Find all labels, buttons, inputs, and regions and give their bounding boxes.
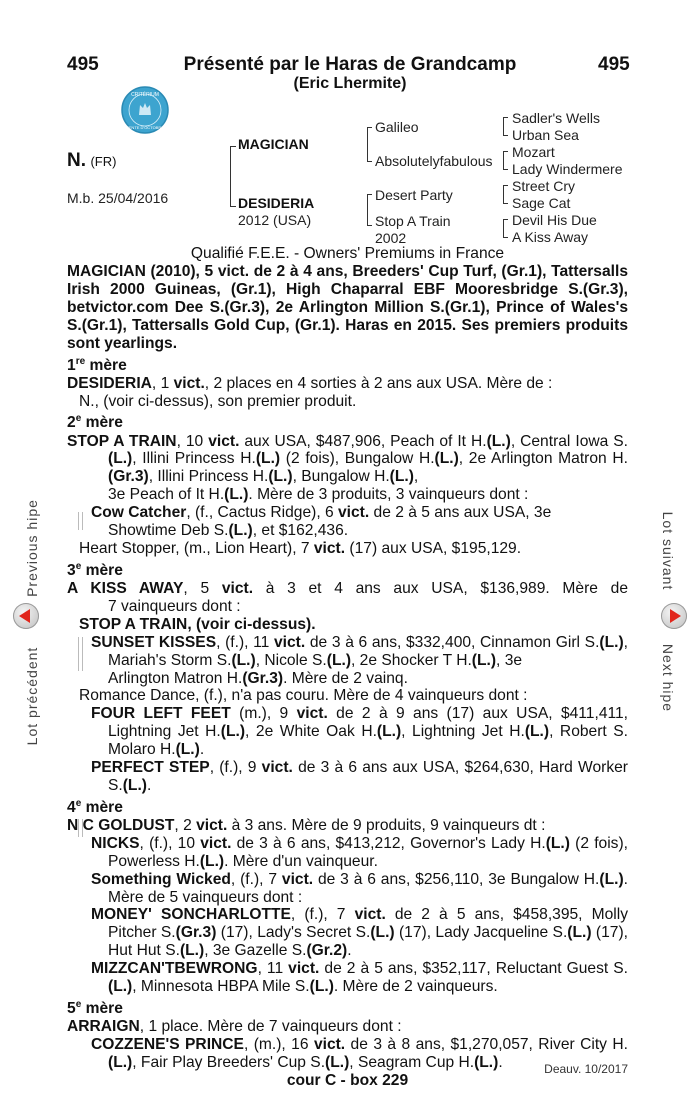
ggp-1: Sadler's Wells [512, 110, 600, 126]
ggp-3: Mozart [512, 144, 555, 160]
horse-name: N. (FR) [67, 150, 117, 171]
ggp-7: Devil His Due [512, 212, 597, 228]
logo-text-top: CRITÉRIUM [131, 92, 159, 98]
entry-sunset-kisses-cont: Arlington Matron H.(Gr.3). Mère de 2 vainq. [108, 669, 408, 687]
arrow-left-icon [19, 609, 30, 623]
criterium-logo [120, 85, 170, 135]
entry-perfect-step: PERFECT STEP, (f.), 9 vict. de 3 à 6 ans aux USA, $264,630, Hard Worker S.(L.). [91, 759, 628, 794]
entry-something-wicked: Something Wicked, (f.), 7 vict. de 3 à 6 ans, $256,110, 3e Bungalow H.(L.). Mère de 5 vainqueurs dont : [91, 870, 628, 906]
horse-country: (FR) [90, 154, 117, 169]
entry-stop-a-train-ref: STOP A TRAIN, (voir ci-dessus). [79, 615, 316, 633]
line-marker [78, 637, 83, 671]
section-heading-3: 3e mère [67, 560, 123, 580]
entry-money-soncharlotte: MONEY' SONCHARLOTTE, (f.), 7 vict. de 2 à 5 ans, $458,395, Molly Pitcher S.(Gr.3) (17), Lady's Secret S.(L.) (17), Lady Jacqueline S.(L.) (17), Hut Hut S.(L.), 3e Gazelle S.(Gr.2). [91, 906, 628, 960]
entry-romance-dance: Romance Dance, (f.), n'a pas couru. Mère de 4 vainqueurs dont : [79, 687, 528, 705]
catalogue-body [67, 263, 628, 1090]
entry-stop-a-train-cont: 3e Peach of It H.(L.). Mère de 3 produits, 3 vainqueurs dont : [108, 486, 529, 504]
entry-a-kiss-away-cont: 7 vainqueurs dont : [108, 597, 241, 615]
ggp-6: Sage Cat [512, 195, 571, 211]
location-box: cour C - box 229 [286, 1071, 409, 1089]
ggp-4: Lady Windermere [512, 161, 623, 177]
grandsire-2: Desert Party [375, 187, 453, 203]
section-heading-1: 1re mère [67, 355, 127, 374]
next-hipe-label[interactable]: Next hipe [660, 643, 676, 713]
entry-cow-catcher-cont: Showtime Deb S.(L.), et $162,436. [108, 522, 349, 540]
section-heading-2: 2e mère [67, 413, 123, 432]
granddam-2: Stop A Train [375, 213, 451, 229]
entry-mizzcantbewrong: MIZZCAN'TBEWRONG, 11 vict. de 2 à 5 ans, $352,117, Reluctant Guest S.(L.), Minnesota HBPA Mile S.(L.). Mère de 2 vainqueurs. [91, 960, 628, 996]
ggp-2: Urban Sea [512, 127, 579, 143]
line-marker [78, 819, 83, 837]
dam-name: DESIDERIA [238, 195, 315, 211]
dam-desideria-produce: N., (voir ci-dessus), son premier produit. [79, 392, 357, 410]
line-marker [78, 512, 83, 530]
entry-n-c-goldust: N C GOLDUST, 2 vict. à 3 ans. Mère de 9 produits, 9 vainqueurs dt : [67, 816, 546, 834]
consignor-title: Présenté par le Haras de Grandcamp [183, 54, 517, 75]
section-heading-4: 4e mère [67, 797, 123, 817]
next-lot-label[interactable]: Lot suivant [660, 511, 676, 591]
previous-lot-button[interactable] [13, 603, 39, 629]
footer-sale: Deauv. 10/2017 [544, 1062, 628, 1076]
ggp-8: A Kiss Away [512, 229, 589, 245]
granddam-2-year: 2002 [375, 230, 407, 246]
entry-arraign: ARRAIGN, 1 place. Mère de 7 vainqueurs dont : [67, 1018, 402, 1036]
consignor-subtitle: (Eric Lhermite) [293, 75, 407, 92]
grandsire-1: Galileo [375, 119, 419, 135]
entry-cow-catcher: Cow Catcher, (f., Cactus Ridge), 6 vict. de 2 à 5 ans aux USA, 3e [91, 504, 552, 522]
entry-stop-a-train: STOP A TRAIN, 10 vict. aux USA, $487,906, Peach of It H.(L.), Central Iowa S.(L.), Illini Princess H.(L.) (2 fois), Bungalow H.(L.), 2e Arlington Matron H.(Gr.3), Illini Princess H.(L.), Bungalow H.(L.), [67, 432, 629, 486]
entry-heart-stopper: Heart Stopper, (m., Lion Heart), 7 vict. (17) aux USA, $195,129. [79, 539, 522, 557]
entry-sunset-kisses: SUNSET KISSES, (f.), 11 vict. de 3 à 6 ans, $332,400, Cinnamon Girl S.(L.), Mariah's Storm S.(L.), Nicole S.(L.), 2e Shocker T H.(L.), 3e [91, 633, 629, 669]
arrow-right-icon [670, 609, 681, 623]
sire-paragraph: MAGICIAN (2010), 5 vict. de 2 à 4 ans, Breeders' Cup Turf, (Gr.1), Tattersalls Irish 2000 Guineas, (Gr.1), High Chaparral EBF Mooresbridge S.(Gr.3), betvictor.com Dee S.(Gr.3), 2e Arlington Million S.(Gr.1), Prince of Wales's S.(Gr.1), Tattersalls Gold Cup, (Gr.1). Haras en 2015. Ses premiers produits sont yearlings. [67, 263, 628, 352]
ggp-5: Street Cry [512, 178, 576, 194]
dam-desideria: DESIDERIA, 1 vict., 2 places en 4 sorties à 2 ans aux USA. Mère de : [67, 374, 553, 392]
granddam-1: Absolutelyfabulous [375, 153, 493, 169]
entry-nicks: NICKS, (f.), 10 vict. de 3 à 6 ans, $413,212, Governor's Lady H.(L.) (2 fois), Powerless H.(L.). Mère d'un vainqueur. [91, 834, 629, 870]
logo-text-bottom: VENTE D'OCTOBRE [126, 125, 164, 130]
lot-number-left: 495 [67, 54, 99, 75]
lot-number-right: 495 [598, 54, 630, 75]
entry-a-kiss-away: A KISS AWAY, 5 vict. à 3 et 4 ans aux USA, $136,989. Mère de [67, 579, 629, 597]
sire-name: MAGICIAN [238, 136, 309, 152]
qualification-note: Qualifié F.E.E. - Owners' Premiums in France [190, 245, 505, 262]
dam-info: 2012 (USA) [238, 212, 312, 228]
previous-lot-label[interactable]: Lot précédent [24, 646, 40, 746]
birth-info: M.b. 25/04/2016 [67, 190, 169, 206]
entry-four-left-feet: FOUR LEFT FEET (m.), 9 vict. de 2 à 9 ans (17) aux USA, $411,411, Lightning Jet H.(L.), 2e White Oak H.(L.), Lightning Jet H.(L.), Robert S. Molaro H.(L.). [91, 705, 629, 759]
previous-hipe-label[interactable]: Previous hipe [24, 499, 40, 597]
entry-cozzenes-prince: COZZENE'S PRINCE, (m.), 16 vict. de 3 à 8 ans, $1,270,057, River City H.(L.), Fair Play Breeders' Cup S.(L.), Seagram Cup H.(L.). [91, 1036, 628, 1071]
section-heading-5: 5e mère [67, 999, 123, 1018]
